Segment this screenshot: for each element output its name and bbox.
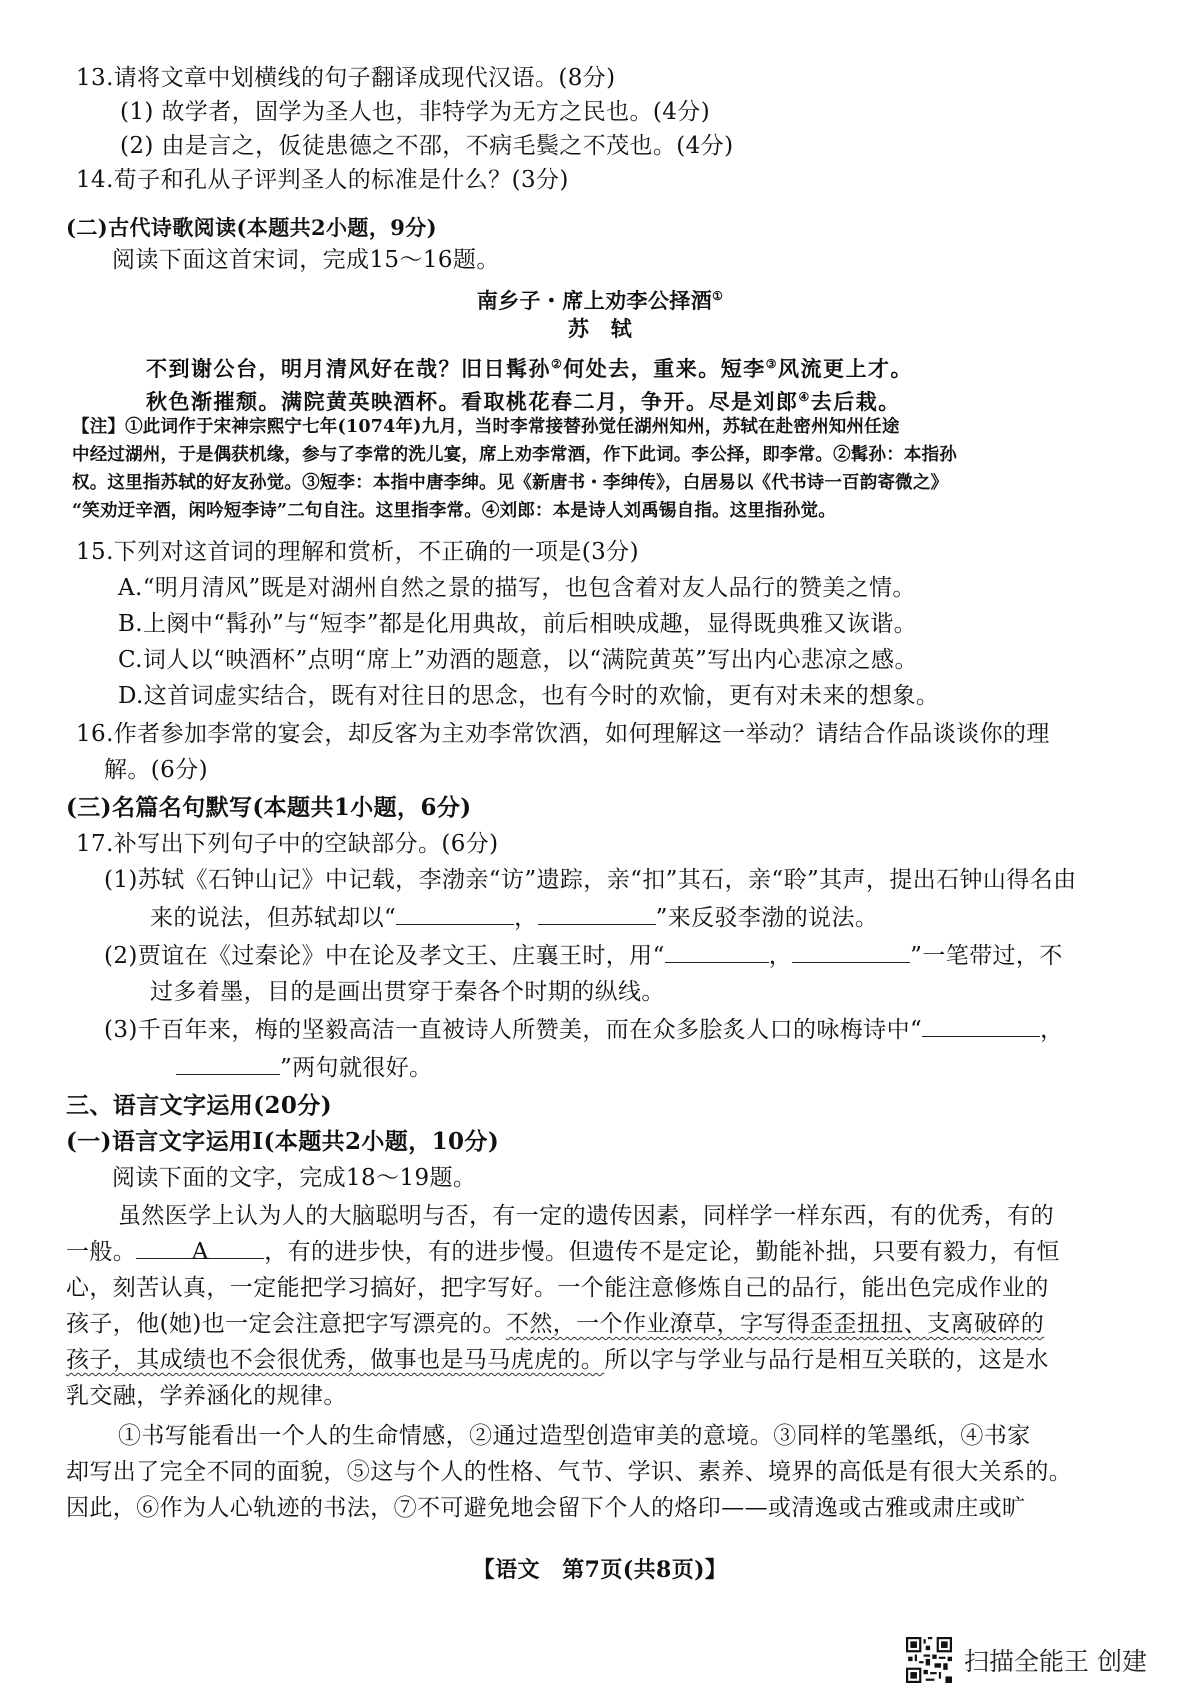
q13-sub2: (2) 由是言之，仮徒患德之不邵，不病毛鬓之不茂也。(4分) bbox=[120, 133, 734, 159]
passage-p1-line2: 一般。 A ，有的进步快，有的进步慢。但遗传不是定论，勤能补拙，只要有毅力，有恒 bbox=[66, 1236, 1060, 1268]
q15-option-c: C.词人以“映酒杯”点明“席上”劝酒的题意，以“满院黄英”写出内心悲凉之感。 bbox=[118, 647, 918, 673]
q17-item3-line1: (3)千百年来，梅的坚毅高洁一直被诗人所赞美，而在众多脍炙人口的咏梅诗中“ ， bbox=[104, 1014, 1064, 1046]
q17-item3-line2: ”两句就很好。 bbox=[176, 1052, 433, 1084]
q13-sub1: (1) 故学者，固学为圣人也，非特学为无方之民也。(4分) bbox=[120, 99, 711, 125]
poem-line-1: 不到谢公台，明月清风好在哉？旧日髯孙②何处去，重来。短李③风流更上才。 bbox=[146, 356, 914, 381]
passage-p2-line3: 因此，⑥作为人心轨迹的书法，⑦不可避免地会留下个人的烙印——或清逸或古雅或肃庄或旷 bbox=[66, 1495, 1026, 1521]
wavy-underlined-sentence: 孩子，其成绩也不会很优秀，做事也是马马虎虎的。 bbox=[66, 1347, 605, 1373]
section-heading-poetry: (二)古代诗歌阅读(本题共2小题，9分) bbox=[66, 215, 437, 240]
passage-p2-line2: 却写出了完全不同的面貌，⑤这与个人的性格、气节、学识、素养、境界的高低是有很大关系的。 bbox=[66, 1459, 1073, 1485]
subsection-heading-language-use-1: (一)语言文字运用Ⅰ(本题共2小题，10分) bbox=[66, 1128, 500, 1155]
q14-stem: 14.荀子和孔从子评判圣人的标准是什么？(3分) bbox=[76, 167, 569, 193]
blank-a[interactable]: A bbox=[136, 1236, 264, 1259]
passage-p1-line6: 乳交融，学养涵化的规律。 bbox=[66, 1383, 347, 1409]
poem-note-4: “笑劝迂辛酒，闲吟短李诗”二句自注。这里指李常。④刘郎：本是诗人刘禹锡自指。这里指孙觉。 bbox=[72, 501, 836, 521]
answer-blank[interactable] bbox=[176, 1052, 280, 1075]
passage-p1-line5: 孩子，其成绩也不会很优秀，做事也是马马虎虎的。所以字与学业与品行是相互关联的，这是水 bbox=[66, 1347, 1049, 1373]
poem-note-2: 中经过湖州，于是偶获机缘，参与了李常的洗儿宴，席上劝李常酒，作下此词。李公择，即李常。②髯孙：本指孙 bbox=[72, 445, 957, 465]
q15-stem: 15.下列对这首词的理解和赏析，不正确的一项是(3分) bbox=[76, 539, 639, 565]
poem-note-3: 权。这里指苏轼的好友孙觉。③短李：本指中唐李绅。见《新唐书・李绅传》，白居易以《代书诗一百韵寄微之》 bbox=[72, 473, 949, 493]
answer-blank[interactable] bbox=[538, 902, 656, 925]
answer-blank[interactable] bbox=[396, 902, 514, 925]
q15-option-b: B.上阕中“髯孙”与“短李”都是化用典故，前后相映成趣，显得既典雅又诙谐。 bbox=[118, 611, 918, 637]
wavy-underlined-sentence: 不然，一个作业潦草，字写得歪歪扭扭、支离破碎的 bbox=[505, 1311, 1045, 1337]
poem-line-2: 秋色渐摧颓。满院黄英映酒杯。看取桃花春二月，争开。尽是刘郎④去后栽。 bbox=[146, 389, 901, 414]
answer-blank[interactable] bbox=[665, 940, 769, 963]
poem-note-1: 【注】①此词作于宋神宗熙宁七年(1074年)九月，当时李常接替孙觉任湖州知州，苏轼在赴密州知州任途 bbox=[72, 417, 900, 437]
q17-item2-line1: (2)贾谊在《过秦论》中在论及孝文王、庄襄王时，用“ ， ”一笔带过，不 bbox=[104, 940, 1063, 972]
section-heading-recitation: (三)名篇名句默写(本题共1小题，6分) bbox=[66, 794, 472, 821]
poem-author: 苏 轼 bbox=[567, 316, 633, 341]
q17-stem: 17.补写出下列句子中的空缺部分。(6分) bbox=[76, 831, 499, 857]
poem-title: 南乡子・席上劝李公择酒① bbox=[476, 288, 724, 313]
q17-item1-line2: 来的说法，但苏轼却以“ ， ”来反驳李渤的说法。 bbox=[150, 902, 878, 934]
q17-item2-line2: 过多着墨，目的是画出贯穿于秦各个时期的纵线。 bbox=[150, 979, 665, 1005]
q17-item1-line1: (1)苏轼《石钟山记》中记载，李渤亲“访”遗踪，亲“扣”其石，亲“聆”其声，提出石钟山得名由 bbox=[104, 867, 1077, 893]
passage-p2-line1: ①书写能看出一个人的生命情感，②通过造型创造审美的意境。③同样的笔墨纸，④书家 bbox=[118, 1423, 1031, 1449]
q16-line-2: 解。(6分) bbox=[104, 757, 208, 783]
scanner-watermark bbox=[906, 1635, 1147, 1685]
answer-blank[interactable] bbox=[792, 940, 910, 963]
q15-option-a: A.“明月清风”既是对湖州自然之景的描写，也包含着对友人品行的赞美之情。 bbox=[118, 575, 916, 601]
part-heading-language-use: 三、语言文字运用(20分) bbox=[66, 1092, 332, 1119]
passage-p1-line4: 孩子，他(她)也一定会注意把字写漂亮的。不然，一个作业潦草，字写得歪歪扭扭、支离破碎的 bbox=[66, 1311, 1045, 1337]
page-footer: 【语文 第7页(共8页)】 bbox=[472, 1557, 728, 1583]
reading-intro: 阅读下面的文字，完成18～19题。 bbox=[112, 1165, 477, 1191]
q15-option-d: D.这首词虚实结合，既有对往日的思念，也有今时的欢愉，更有对未来的想象。 bbox=[118, 683, 940, 709]
poetry-intro: 阅读下面这首宋词，完成15～16题。 bbox=[112, 247, 500, 273]
passage-p1-line1: 虽然医学上认为人的大脑聪明与否，有一定的遗传因素，同样学一样东西，有的优秀，有的 bbox=[118, 1203, 1054, 1229]
q16-line-1: 16.作者参加李常的宴会，却反客为主劝李常饮酒，如何理解这一举动？请结合作品谈谈你的理 bbox=[76, 721, 1050, 747]
passage-p1-line3: 心，刻苦认真，一定能把学习搞好，把字写好。一个能注意修炼自己的品行，能出色完成作业的 bbox=[66, 1275, 1049, 1301]
scanner-brand-text: 扫描全能王 创建 bbox=[964, 1647, 1147, 1676]
q13-stem: 13.请将文章中划横线的句子翻译成现代汉语。(8分) bbox=[76, 65, 616, 91]
answer-blank[interactable] bbox=[922, 1014, 1040, 1037]
qr-code-icon bbox=[906, 1637, 952, 1683]
